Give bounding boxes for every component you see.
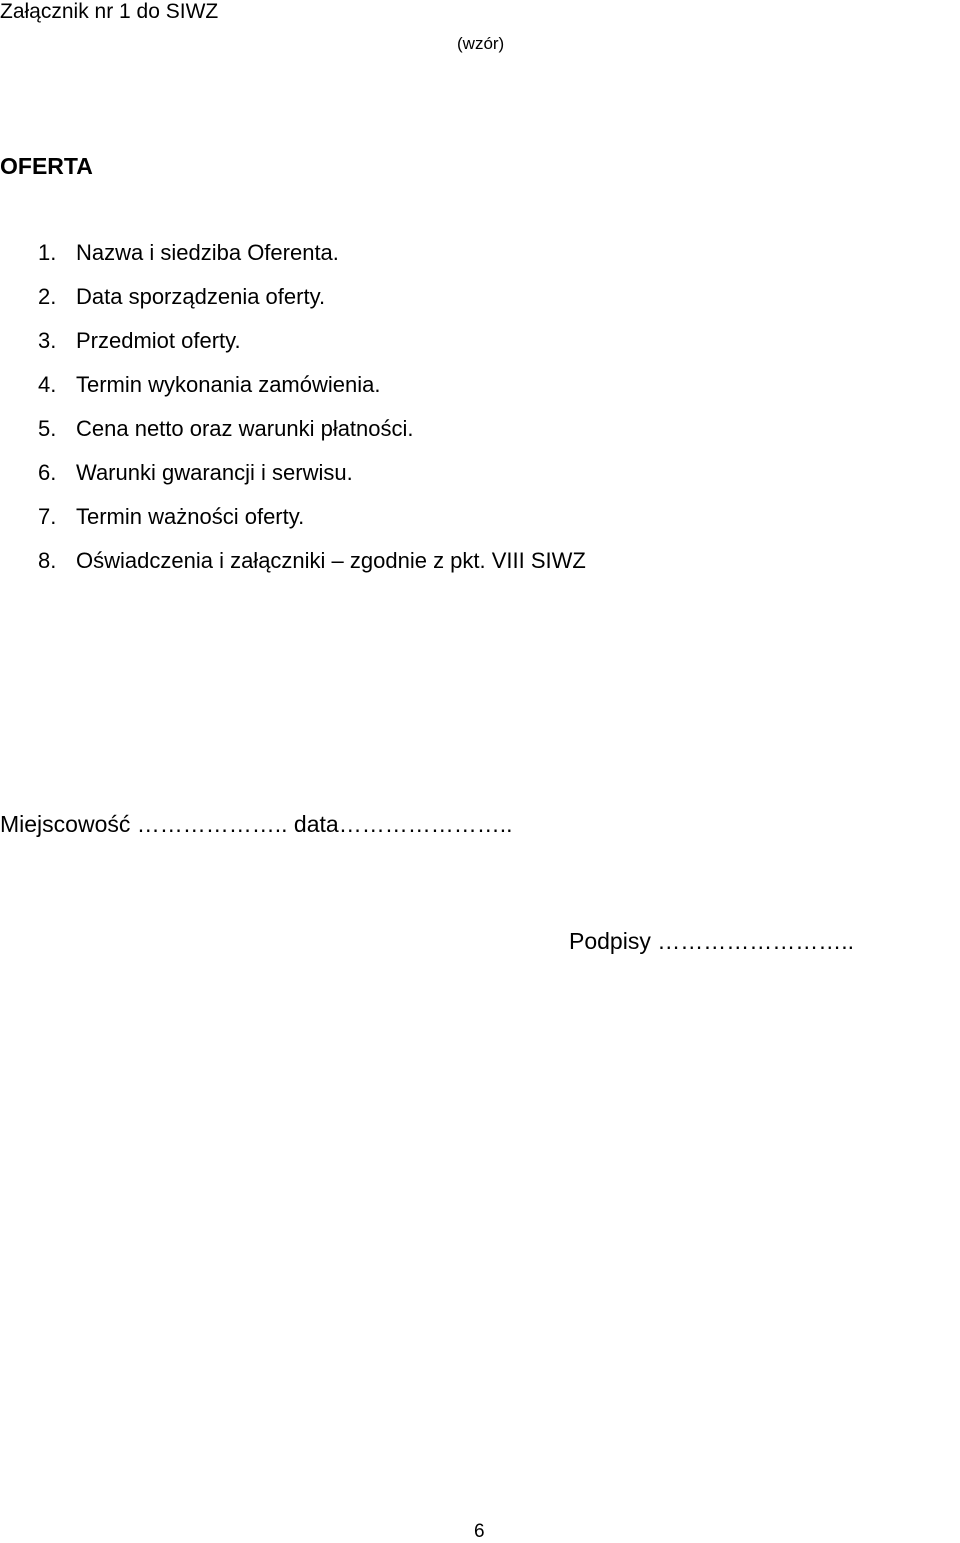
list-item bbox=[38, 460, 586, 504]
list-item-number: 3. bbox=[38, 328, 57, 353]
list-item-number: 7. bbox=[38, 504, 57, 529]
list-item-number: 6. bbox=[38, 460, 57, 485]
list-item-number: 5. bbox=[38, 416, 57, 441]
page-number: 6 bbox=[474, 1521, 485, 1542]
list-item-text: Termin ważności oferty. bbox=[76, 504, 305, 529]
list-item-number: 1. bbox=[38, 240, 57, 265]
list-item bbox=[38, 416, 586, 460]
template-note: (wzór) bbox=[457, 34, 505, 53]
signatures-line: Podpisy …………………….. bbox=[569, 928, 854, 954]
list-item-text: Nazwa i siedziba Oferenta. bbox=[76, 240, 339, 265]
list-item bbox=[38, 328, 586, 372]
list-item-text: Przedmiot oferty. bbox=[76, 328, 241, 353]
list-item-text: Warunki gwarancji i serwisu. bbox=[76, 460, 353, 485]
list-item-text: Oświadczenia i załączniki – zgodnie z pkt. VIII SIWZ bbox=[76, 548, 586, 573]
list-item-text: Cena netto oraz warunki płatności. bbox=[76, 416, 414, 441]
attachment-header: Załącznik nr 1 do SIWZ bbox=[0, 0, 219, 23]
list-item-number: 8. bbox=[38, 548, 57, 573]
list-item-number: 2. bbox=[38, 284, 57, 309]
list-item bbox=[38, 240, 586, 284]
list-item bbox=[38, 548, 586, 592]
list-item-text: Termin wykonania zamówienia. bbox=[76, 372, 381, 397]
page-title: OFERTA bbox=[0, 153, 93, 179]
list-item-number: 4. bbox=[38, 372, 57, 397]
list-item bbox=[38, 284, 586, 328]
offer-contents-list bbox=[38, 240, 586, 592]
list-item bbox=[38, 504, 586, 548]
place-date-line: Miejscowość ……………….. data………………….. bbox=[0, 811, 513, 837]
list-item-text: Data sporządzenia oferty. bbox=[76, 284, 326, 309]
list-item bbox=[38, 372, 586, 416]
